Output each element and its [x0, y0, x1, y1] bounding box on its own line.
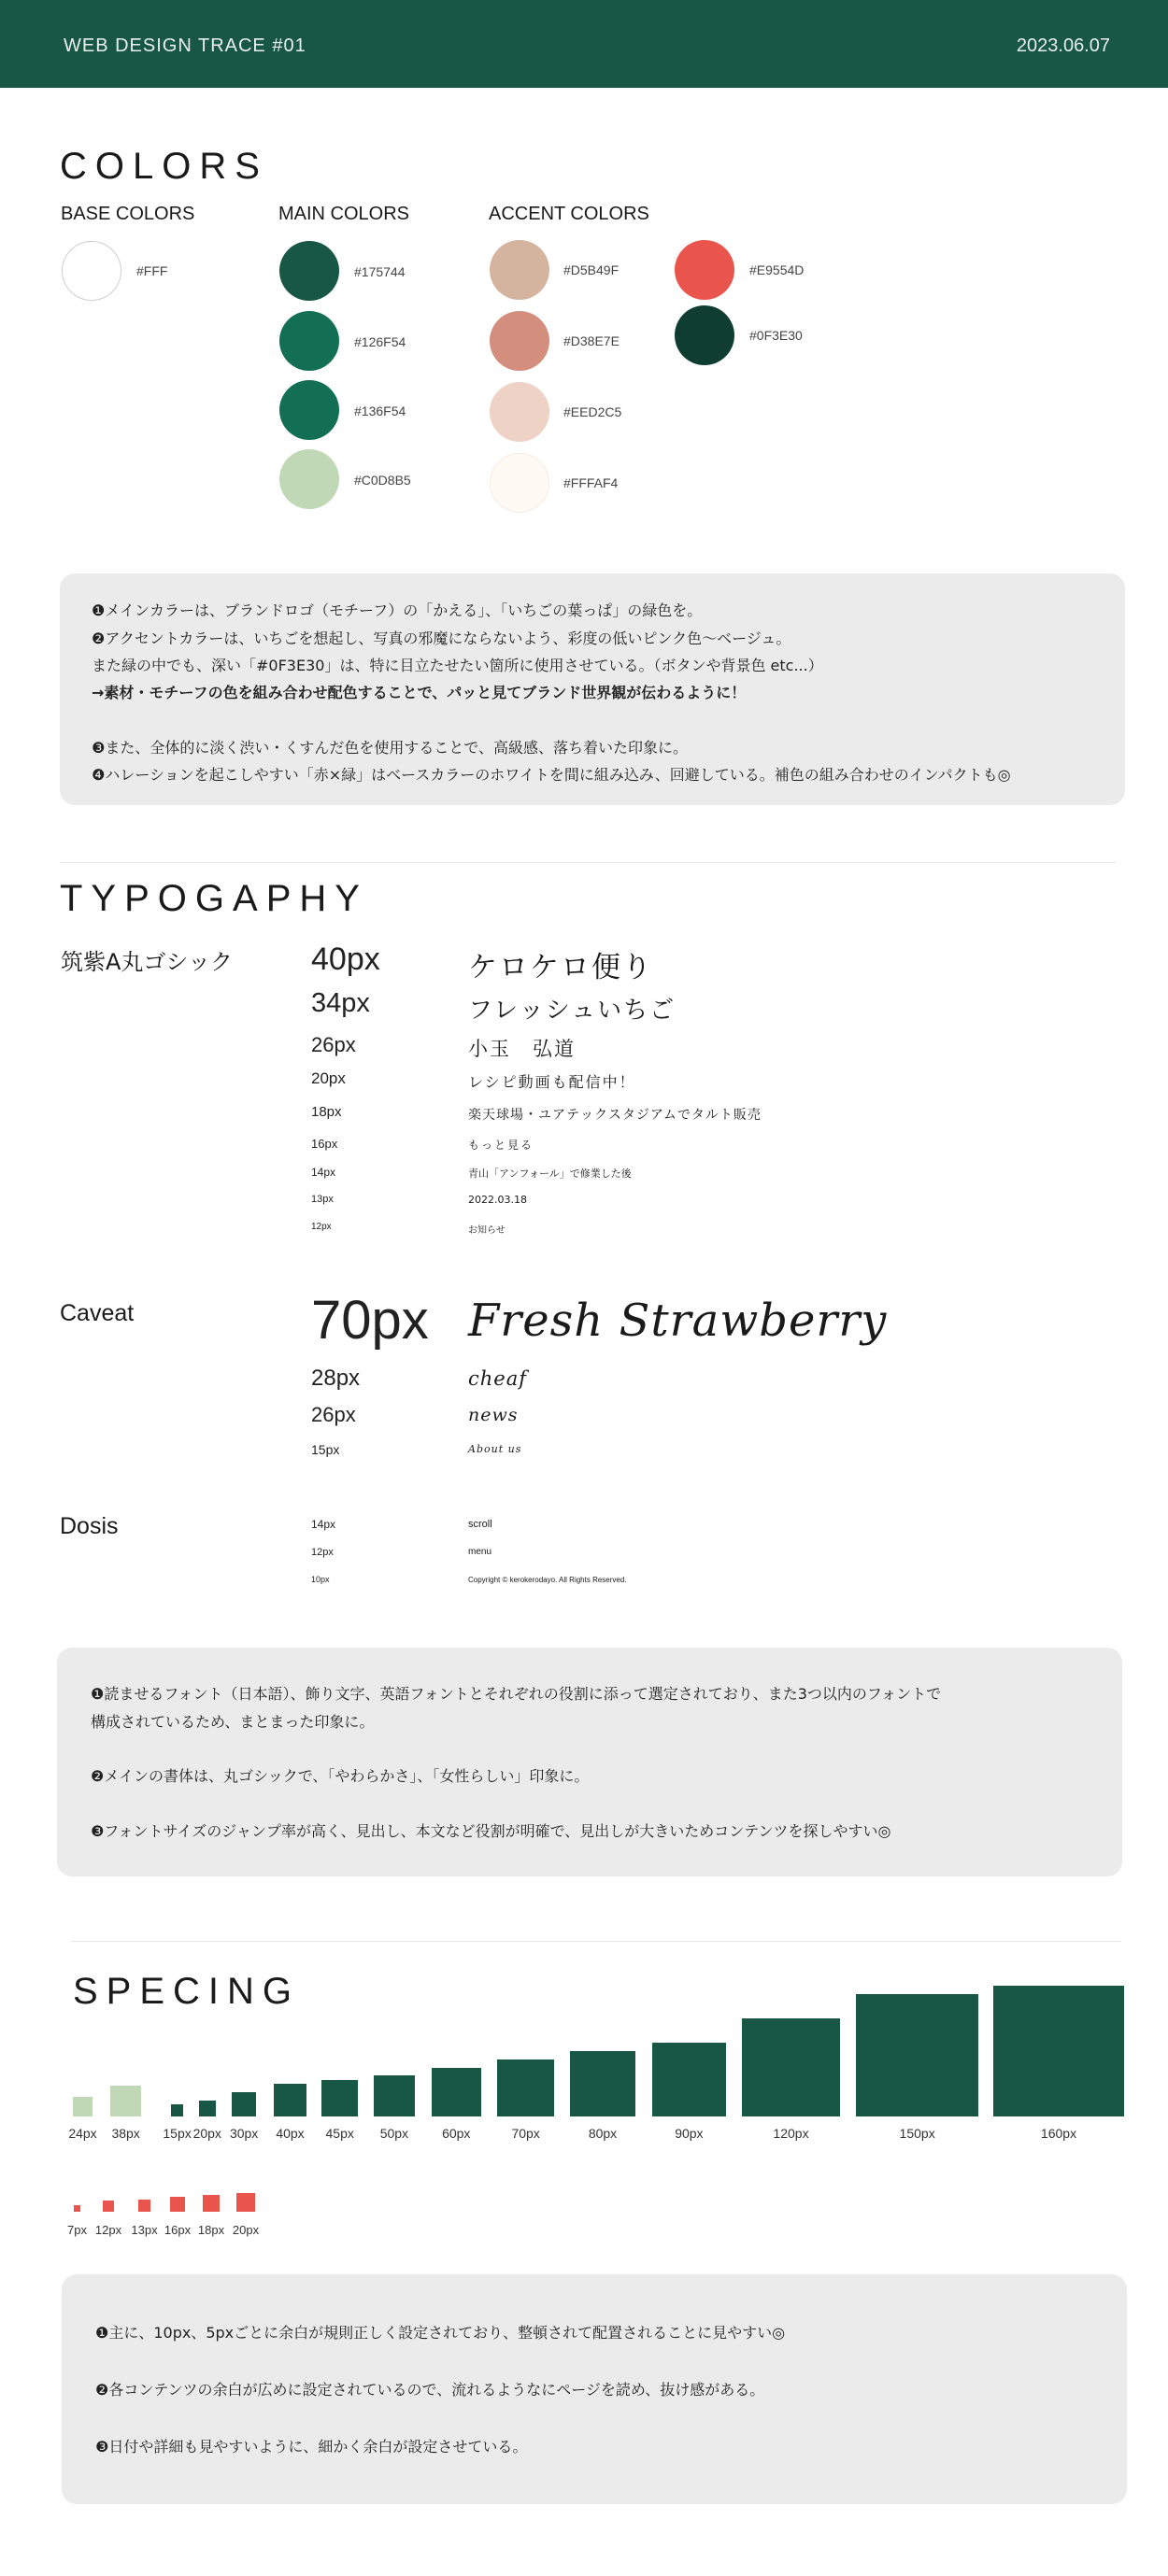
typography-note-3: ❷メインの書体は、丸ゴシックで、「やわらかさ」、「女性らしい」印象に。	[91, 1767, 590, 1785]
spacing-block-label: 24px	[68, 2126, 97, 2141]
hex-label-accent-3: #EED2C5	[563, 404, 622, 419]
spacing-block-label: 15px	[163, 2126, 192, 2141]
spacing-note-2: ❷各コンテンツの余白が広めに設定されているので、流れるようなにページを読め、抜け感がある。	[95, 2381, 765, 2399]
spacing-block	[432, 2068, 481, 2117]
hex-label-accent-5: #E9554D	[749, 262, 805, 277]
header-title: WEB DESIGN TRACE #01	[64, 35, 306, 56]
font-name-maru-gothic: 筑紫A丸ゴシック	[61, 949, 233, 975]
type-sample: cheaf	[468, 1367, 528, 1390]
hex-label-base-1: #FFF	[136, 263, 168, 278]
type-size-label: 70px	[311, 1290, 429, 1351]
spacing-block-label: 13px	[131, 2223, 158, 2237]
hex-label-main-3: #136F54	[354, 403, 406, 418]
type-size-label: 26px	[311, 1033, 356, 1056]
color-swatch-main-1	[279, 241, 339, 301]
hex-label-main-2: #126F54	[354, 334, 406, 349]
section-divider	[71, 1941, 1121, 1942]
colors-note-1: ❶メインカラーは、ブランドロゴ（モチーフ）の「かえる」、「いちごの葉っぱ」の緑色を。	[92, 602, 703, 619]
hex-label-main-4: #C0D8B5	[354, 473, 411, 488]
spacing-block-label: 90px	[675, 2126, 704, 2141]
type-size-label: 14px	[311, 1518, 336, 1531]
spacing-block-label: 60px	[442, 2126, 471, 2141]
spacing-block	[170, 2197, 185, 2212]
type-size-label: 15px	[311, 1442, 340, 1457]
color-swatch-accent-5	[675, 240, 734, 300]
spacing-block	[236, 2193, 255, 2212]
color-swatch-accent-2	[490, 311, 549, 371]
color-swatch-base-1	[62, 241, 121, 301]
type-sample: Fresh Strawberry	[468, 1295, 888, 1347]
spacing-block	[652, 2043, 726, 2116]
type-sample: もっと見る	[468, 1139, 534, 1152]
colors-note-6: ❹ハレーションを起こしやすい「赤×緑」はベースカラーのホワイトを間に組み込み、回避している。補色の組み合わせのインパクトも◎	[92, 766, 1011, 784]
colors-note-3: また緑の中でも、深い「#0F3E30」は、特に目立たせたい箇所に使用させている。（ボタンや背景色 etc...）	[92, 657, 823, 674]
spacing-block	[73, 2097, 93, 2116]
spacing-block-label: 16px	[164, 2223, 192, 2237]
page-header	[0, 0, 1168, 88]
section-divider	[60, 862, 1116, 863]
hex-label-accent-2: #D38E7E	[563, 333, 620, 348]
colors-note-5: ❸また、全体的に淡く渋い・くすんだ色を使用することで、高級感、落ち着いた印象に。	[92, 739, 689, 757]
spacing-block	[497, 2059, 554, 2116]
spacing-block-label: 30px	[229, 2126, 259, 2141]
type-sample: 2022.03.18	[468, 1194, 527, 1206]
type-sample: 小玉 弘道	[468, 1038, 576, 1060]
type-sample: scroll	[468, 1519, 492, 1530]
spacing-block-label: 160px	[1040, 2126, 1077, 2141]
base-colors-label: BASE COLORS	[61, 204, 195, 224]
spacing-section-title: SPECING	[73, 1971, 301, 2012]
type-size-label: 12px	[311, 1222, 332, 1232]
spacing-block-label: 70px	[511, 2126, 540, 2141]
type-sample: レシピ動画も配信中！	[468, 1073, 636, 1091]
type-sample: menu	[468, 1547, 492, 1557]
spacing-block-label: 38px	[111, 2126, 140, 2141]
spacing-block	[856, 1994, 978, 2116]
type-size-label: 12px	[311, 1547, 334, 1558]
header-date: 2023.06.07	[1016, 35, 1110, 56]
color-swatch-main-4	[279, 449, 339, 509]
accent-colors-label: ACCENT COLORS	[489, 204, 649, 224]
color-swatch-main-2	[279, 311, 339, 371]
type-sample: About us	[468, 1443, 522, 1455]
spacing-block-label: 120px	[773, 2126, 809, 2141]
spacing-block	[321, 2080, 358, 2116]
hex-label-accent-6: #0F3E30	[749, 328, 803, 343]
typography-section-title: TYPOGAPHY	[60, 878, 368, 919]
spacing-block	[171, 2104, 183, 2116]
spacing-note-1: ❶主に、10px、5pxごとに余白が規則正しく設定されており、整頓されて配置されることに見やすい◎	[95, 2324, 786, 2342]
font-name-dosis: Dosis	[60, 1513, 119, 1539]
hex-label-accent-4: #FFFAF4	[563, 475, 619, 490]
spacing-block	[993, 1986, 1124, 2116]
colors-note-2: ❷アクセントカラーは、いちごを想起し、写真の邪魔にならないよう、彩度の低いピンク色〜ベージュ。	[92, 630, 791, 647]
spacing-block-label: 7px	[67, 2223, 87, 2237]
spacing-notes-box	[62, 2274, 1127, 2504]
type-sample: 楽天球場・ユアテックスタジアムでタルト販売	[468, 1108, 762, 1123]
type-sample: Copyright © kerokerodayo. All Rights Reserved.	[468, 1576, 627, 1584]
spacing-block	[110, 2086, 141, 2116]
colors-note-4: →素材・モチーフの色を組み合わせ配色することで、パッと見てブランド世界観が伝わるように！	[92, 684, 747, 701]
type-size-label: 20px	[311, 1069, 346, 1087]
spacing-block-label: 20px	[192, 2126, 221, 2141]
type-size-label: 26px	[311, 1403, 356, 1426]
spacing-block	[374, 2075, 415, 2116]
type-size-label: 16px	[311, 1137, 338, 1151]
type-size-label: 40px	[311, 941, 380, 977]
spacing-block-label: 45px	[325, 2126, 354, 2141]
spacing-block	[570, 2051, 635, 2116]
colors-notes-box	[60, 573, 1125, 805]
spacing-block	[203, 2195, 220, 2212]
type-size-label: 18px	[311, 1104, 342, 1120]
spacing-block	[232, 2092, 256, 2116]
type-size-label: 34px	[311, 988, 370, 1018]
type-size-label: 14px	[311, 1166, 336, 1179]
type-size-label: 13px	[311, 1194, 334, 1205]
type-size-label: 10px	[311, 1575, 330, 1584]
color-swatch-accent-4	[490, 453, 549, 513]
typography-note-4: ❸フォントサイズのジャンプ率が高く、見出し、本文など役割が明確で、見出しが大きいためコンテンツを探しやすい◎	[91, 1822, 891, 1840]
spacing-block-label: 150px	[899, 2126, 935, 2141]
type-sample: 青山「アンフォール」で修業した後	[468, 1168, 632, 1180]
main-colors-label: MAIN COLORS	[278, 204, 410, 224]
spacing-block	[74, 2205, 80, 2212]
spacing-block-label: 40px	[276, 2126, 305, 2141]
spacing-block	[199, 2101, 216, 2117]
type-size-label: 28px	[311, 1366, 361, 1391]
spacing-block-label: 18px	[197, 2223, 225, 2237]
hex-label-main-1: #175744	[354, 264, 406, 279]
spacing-block-label: 50px	[379, 2126, 409, 2141]
spacing-block	[103, 2201, 114, 2212]
type-sample: news	[468, 1405, 519, 1425]
spacing-block	[742, 2018, 840, 2116]
spacing-block-label: 20px	[232, 2223, 260, 2237]
font-name-caveat: Caveat	[60, 1300, 135, 1326]
type-sample: フレッシュいちご	[468, 997, 677, 1025]
type-sample: ケロケロ便り	[468, 951, 653, 984]
color-swatch-accent-3	[490, 382, 549, 442]
hex-label-accent-1: #D5B49F	[563, 262, 620, 277]
spacing-block-label: 12px	[94, 2223, 122, 2237]
color-swatch-accent-6	[675, 305, 734, 365]
typography-note-2: 構成されているため、まとまった印象に。	[91, 1713, 375, 1731]
colors-section-title: COLORS	[60, 146, 268, 187]
spacing-block-label: 80px	[588, 2126, 618, 2141]
typography-notes-box	[57, 1648, 1122, 1876]
color-swatch-main-3	[279, 380, 339, 440]
spacing-block	[274, 2084, 306, 2116]
color-swatch-accent-1	[490, 240, 549, 300]
spacing-block	[138, 2200, 150, 2212]
typography-note-1: ❶読ませるフォント（日本語）、飾り文字、英語フォントとそれぞれの役割に添って選定されており、また3つ以内のフォントで	[91, 1685, 942, 1703]
type-sample: お知らせ	[468, 1225, 506, 1236]
spacing-note-3: ❸日付や詳細も見やすいように、細かく余白が設定させている。	[95, 2438, 528, 2456]
